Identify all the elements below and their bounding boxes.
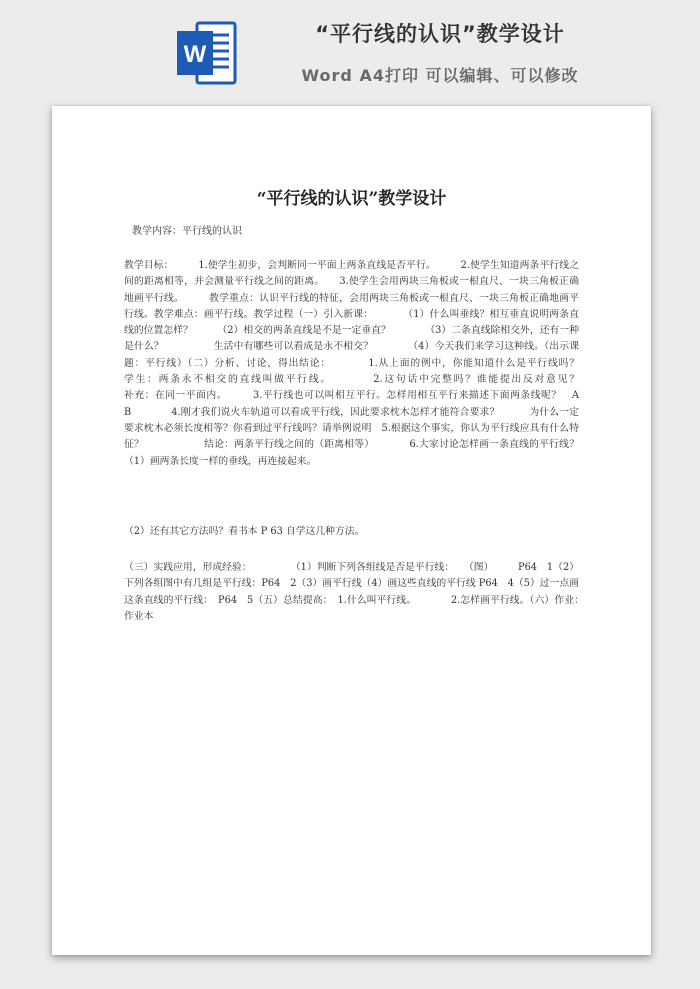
document-page	[52, 106, 651, 955]
body-paragraph-practice-summary: （三）实践应用，形成经验： （1）判断下列各组线是否是平行线： （图） P64 1（2）下列各组图中有几组是平行线：P64 2（3）画平行线（4）画这些直线的平行线 P64 4（5）过一点画这条直线的平行线： P64 5（五）总结提高： 1.什么叫平行线。 2.怎样画平行线。（六）作业： 作业本	[124, 562, 619, 622]
body-paragraph-objectives-process: 教学目标： 1.使学生初步，会判断同一平面上两条直线是否平行。 2.使学生知道两条平行线之间的距离相等，并会测量平行线之间的距离。 3.使学生会用两块三角板或一根直尺、一块三角板正确地画平行线。 教学重点：认识平行线的特征，会用两块三角板或一根直尺、一块三角板正确地画平行线。教学难点：画平行线。教学过程（一）引入新课： （1）什么叫垂线？相互垂直说明两条直线的位置怎样？ （2）相交的两条直线是不是一定垂直？ （3）二条直线除相交外，还有一种是什么？ 生活中有哪些可以看成是永不相交？ （4）今天我们来学习这种线。（出示课题：平行线）（二）分析、讨论，得出结论： 1.从上面的例中，你能知道什么是平行线吗？ 学生：两条永不相交的直线叫做平行线。 2.这句话中完整吗？谁能提出反对意见？ 补充：在同一平面内。 3.平行线也可以叫相互平行。怎样用相互平行来描述下面两条线呢？ A B 4.刚才我们说火车轨道可以看成平行线，因此要求枕木怎样才能符合要求？ 为什么一定要求枕木必须长度相等？你看到过平行线吗？请举例说明 5.根据这个事实，你认为平行线应具有什么特征？ 结论：两条平行线之间的（距离相等） 6.大家讨论怎样画一条直线的平行线？ （1）画两条长度一样的垂线，再连接起来。	[124, 260, 648, 467]
document-title: “平行线的认识”教学设计	[256, 189, 447, 209]
body-paragraph-other-methods: （2）还有其它方法吗？看书本 P 63 自学这几种方法。	[124, 526, 365, 537]
teaching-content-line: 教学内容：平行线的认识	[132, 226, 242, 237]
word-logo-letter: W	[183, 41, 207, 68]
word-document-icon	[175, 19, 239, 87]
header-subtitle: Word A4打印 可以编辑、可以修改	[301, 66, 579, 85]
header-title: “平行线的认识”教学设计	[315, 22, 565, 46]
header-banner	[0, 0, 700, 100]
